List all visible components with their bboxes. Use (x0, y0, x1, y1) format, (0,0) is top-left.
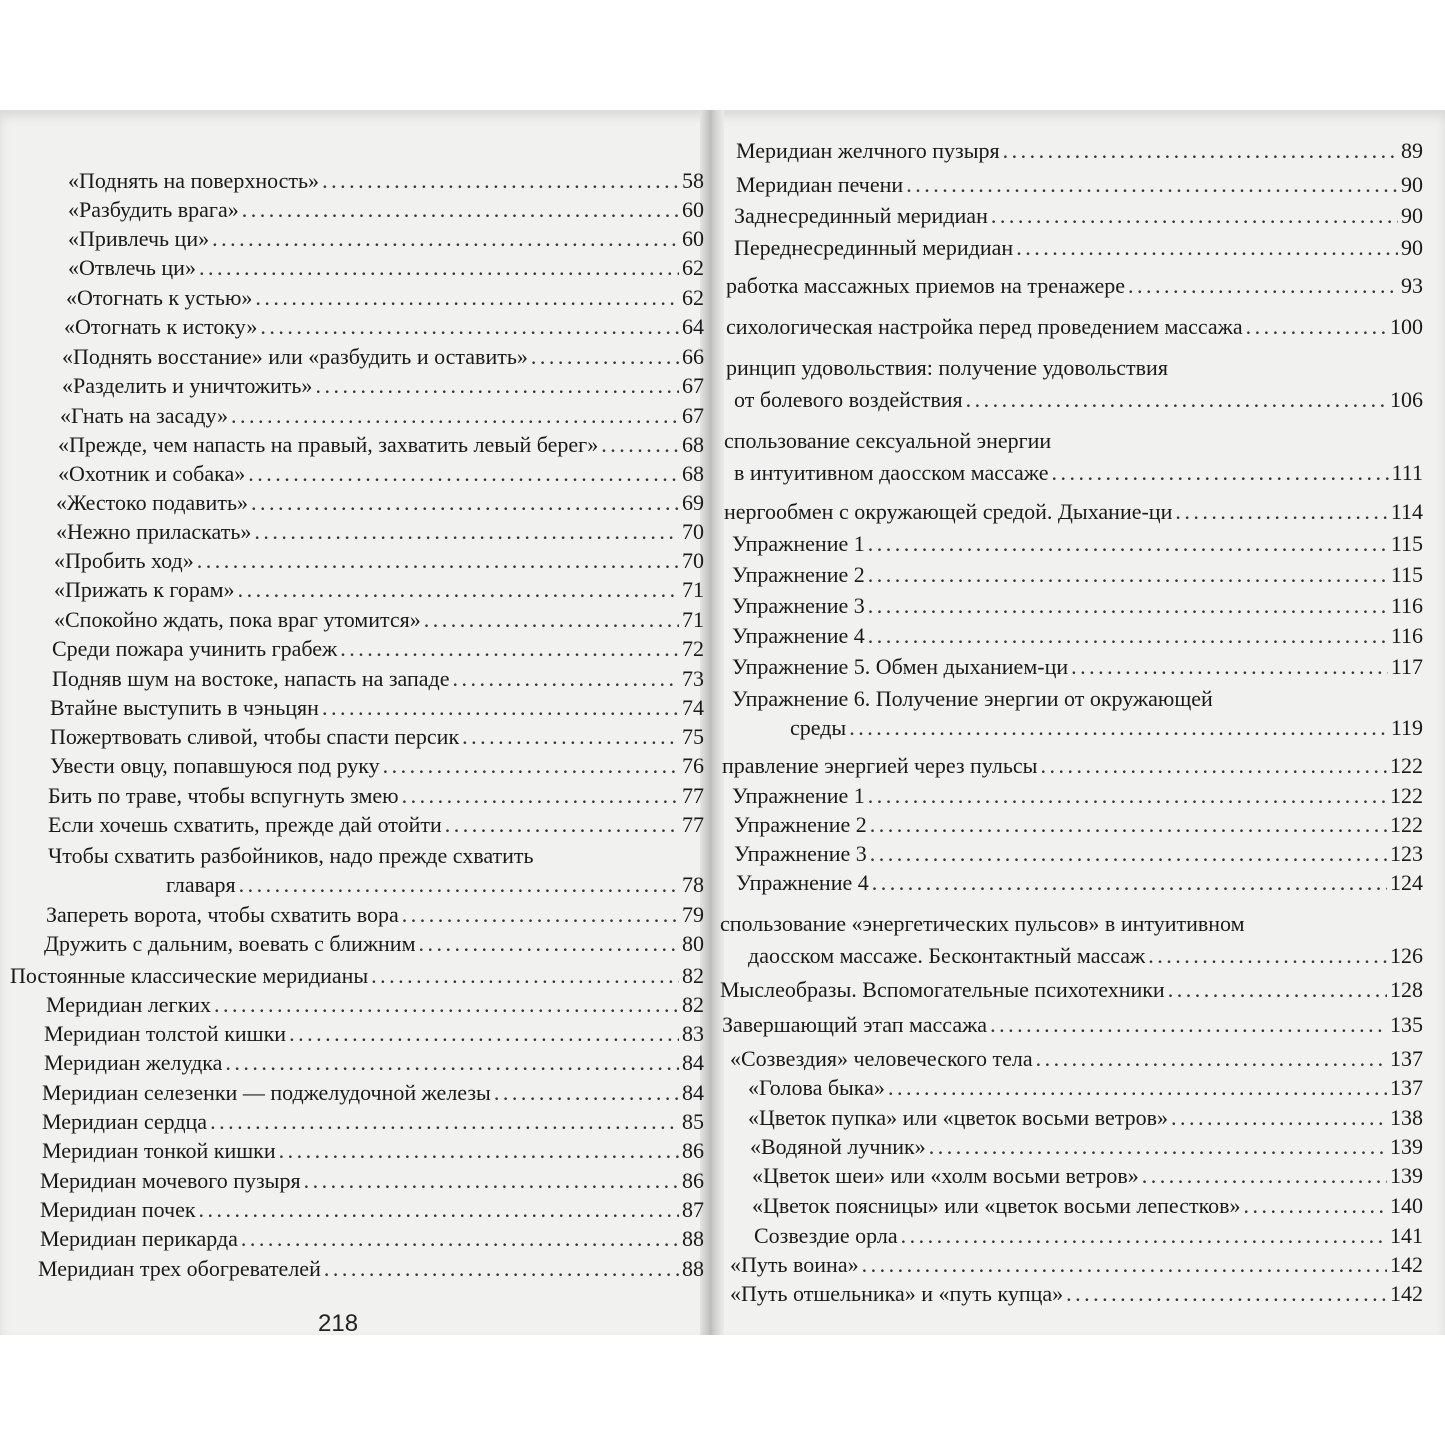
toc-entry: Подняв шум на востоке, напасть на западе . . . 73 (52, 666, 704, 692)
toc-entry: Запереть ворота, чтобы схватить вора . . . 79 (46, 902, 704, 928)
toc-entry: «Прижать к горам» . . . 71 (54, 577, 704, 603)
toc-entry-line1: ринцип удовольствия: получение удовольствия (726, 355, 1168, 380)
toc-entry: «Пробить ход» . . . 70 (54, 548, 704, 574)
toc-entry: работка массажных приемов на тренажере . . . 93 (726, 273, 1423, 299)
toc-entry: «Разбудить врага» . . . 60 (68, 197, 704, 223)
toc-entry: Бить по траве, чтобы вспугнуть змею . . . 77 (48, 783, 704, 809)
toc-entry-continuation: среды . . . 119 (790, 715, 1423, 741)
toc-entry: Увести овцу, попавшуюся под руку . . . 76 (50, 753, 704, 779)
toc-entry: Упражнение 2 . . . 122 (734, 812, 1423, 838)
toc-entry: «Спокойно ждать, пока враг утомится» . . . 71 (54, 607, 704, 633)
toc-entry: «Привлечь ци» . . . 60 (68, 226, 704, 252)
toc-entry: «Отвлечь ци» . . . 62 (68, 255, 704, 281)
toc-entry: «Цветок пупка» или «цветок восьми ветров» . . . 138 (748, 1105, 1423, 1131)
toc-entry: Меридиан печени . . . 90 (736, 172, 1423, 198)
toc-entry: Пожертвовать сливой, чтобы спасти персик . . . 75 (50, 724, 704, 750)
toc-entry: «Прежде, чем напасть на правый, захватить левый берег» . . . 68 (58, 432, 704, 458)
toc-section: Постоянные классические меридианы . . . 82 (10, 963, 704, 989)
toc-entry: Меридиан желчного пузыря . . . 89 (736, 138, 1423, 164)
toc-entry: «Гнать на засаду» . . . 67 (60, 403, 704, 429)
toc-entry: Упражнение 1 . . . 122 (732, 783, 1423, 809)
toc-entry-line1: спользование «энергетических пульсов» в интуитивном (720, 911, 1245, 936)
toc-entry: нергообмен с окружающей средой. Дыхание-ци . . . 114 (724, 499, 1423, 525)
toc-entry: Меридиан трех обогревателей . . . 88 (38, 1256, 704, 1282)
toc-entry: Среди пожара учинить грабеж . . . 72 (52, 636, 704, 662)
toc-entry: Меридиан перикарда . . . 88 (40, 1226, 704, 1252)
toc-entry: Упражнение 3 . . . 123 (734, 841, 1423, 867)
toc-entry: Меридиан тонкой кишки . . . 86 (42, 1138, 704, 1164)
toc-entry-continuation: даосском массаже. Бесконтактный массаж . . . 126 (748, 943, 1423, 969)
toc-entry-continuation: главаря . . . 78 (166, 872, 704, 898)
toc-entry: Созвездие орла . . . 141 (754, 1223, 1423, 1249)
toc-entry: «Водяной лучник» . . . 139 (750, 1134, 1423, 1160)
toc-entry: Дружить с дальним, воевать с ближним . . . 80 (44, 931, 704, 957)
toc-entry: Если хочешь схватить, прежде дай отойти . . . 77 (48, 812, 704, 838)
toc-entry: Меридиан толстой кишки . . . 83 (44, 1021, 704, 1047)
toc-entry: Меридиан мочевого пузыря . . . 86 (40, 1168, 704, 1194)
toc-entry: «Цветок поясницы» или «цветок восьми лепестков» . . . 140 (752, 1193, 1423, 1219)
left-page (0, 110, 712, 1335)
toc-entry: Переднесрединный меридиан . . . 90 (734, 235, 1423, 261)
toc-entry: сихологическая настройка перед проведением массажа . . . 100 (726, 314, 1423, 340)
toc-entry-line1: Чтобы схватить разбойников, надо прежде схватить (48, 843, 534, 868)
toc-entry: Упражнение 5. Обмен дыханием-ци . . . 117 (732, 654, 1423, 680)
book-spread (0, 110, 1445, 1335)
toc-entry: Упражнение 1 . . . 115 (732, 531, 1423, 557)
toc-entry: «Путь воина» . . . 142 (730, 1252, 1423, 1278)
toc-entry: «Охотник и собака» . . . 68 (58, 461, 704, 487)
toc-entry: «Отогнать к устью» . . . 62 (66, 285, 704, 311)
toc-entry: «Голова быка» . . . 137 (748, 1075, 1423, 1101)
toc-entry: Упражнение 3 . . . 116 (732, 593, 1423, 619)
toc-entry: Втайне выступить в чэньцян . . . 74 (50, 695, 704, 721)
toc-entry: Заднесрединный меридиан . . . 90 (734, 203, 1423, 229)
toc-entry: Меридиан сердца . . . 85 (42, 1109, 704, 1135)
toc-entry: Завершающий этап массажа . . . 135 (722, 1012, 1423, 1038)
toc-entry: «Отогнать к истоку» . . . 64 (64, 314, 704, 340)
toc-entry-continuation: от болевого воздействия . . . 106 (734, 387, 1423, 413)
toc-entry: Упражнение 4 . . . 124 (736, 870, 1423, 896)
toc-entry: Меридиан селезенки — поджелудочной железы . . . 84 (42, 1080, 704, 1106)
toc-entry: Меридиан почек . . . 87 (40, 1197, 704, 1223)
toc-entry: «Разделить и уничтожить» . . . 67 (62, 373, 704, 399)
toc-entry: Меридиан легких . . . 82 (46, 992, 704, 1018)
toc-entry: «Нежно приласкать» . . . 70 (56, 519, 704, 545)
toc-entry-continuation: в интуитивном даосском массаже . . . 111 (734, 460, 1423, 486)
toc-entry: Меридиан желудка . . . 84 (44, 1050, 704, 1076)
toc-entry: «Путь отшельника» и «путь купца» . . . 142 (730, 1281, 1423, 1307)
right-page (720, 110, 1445, 1335)
toc-entry: Мыслеобразы. Вспомогательные психотехники . . . 128 (720, 977, 1423, 1003)
toc-entry: «Поднять восстание» или «разбудить и оставить» . . . 66 (62, 344, 704, 370)
toc-entry: правление энергией через пульсы . . . 122 (722, 753, 1423, 779)
toc-entry: Упражнение 4 . . . 116 (732, 623, 1423, 649)
toc-entry: «Поднять на поверхность» . . . 58 (68, 168, 704, 194)
toc-entry: «Жестоко подавить» . . . 69 (56, 490, 704, 516)
toc-entry: Упражнение 2 . . . 115 (732, 562, 1423, 588)
toc-entry: «Цветок шеи» или «холм восьми ветров» . . . 139 (752, 1163, 1423, 1189)
page-number: 218 (318, 1310, 359, 1337)
toc-entry-line1: спользование сексуальной энергии (724, 428, 1052, 453)
toc-entry: «Созвездия» человеческого тела . . . 137 (730, 1046, 1423, 1072)
toc-entry-line1: Упражнение 6. Получение энергии от окружающей (732, 686, 1213, 711)
